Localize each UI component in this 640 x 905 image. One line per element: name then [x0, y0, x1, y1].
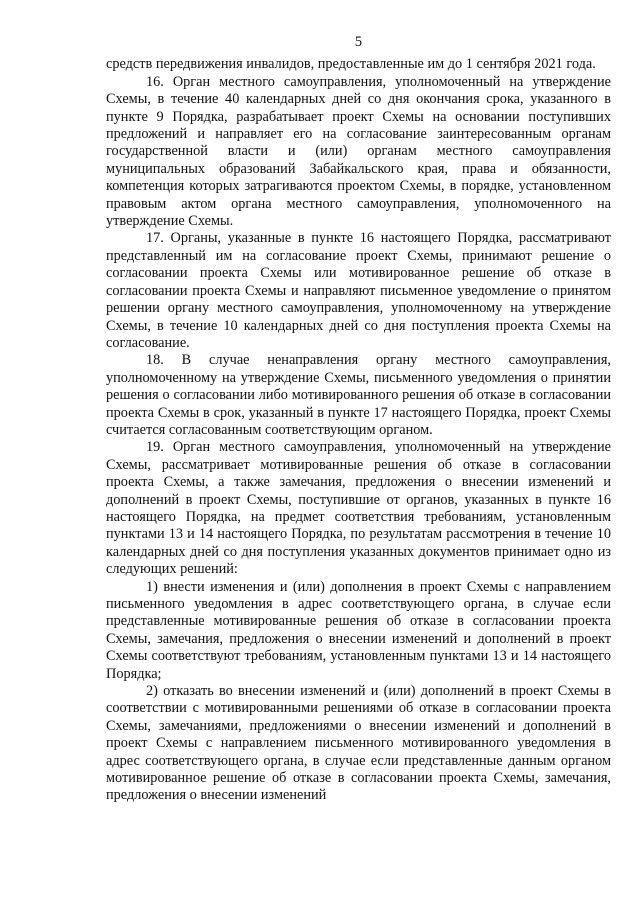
paragraph-18: 18. В случае ненаправления органу местного самоуправления, уполномоченному на утверждение Схемы, письменного уведомления о принятии решения о согласовании либо мотивированного решения об отказе в согласовании проекта Схемы в срок, указанный в пункте 17 настоящего Порядка, проект Схемы считается согласованным соответствующим органом.	[106, 352, 611, 438]
paragraph-16: 16. Орган местного самоуправления, уполномоченный на утверждение Схемы, в течение 40 календарных дней со дня окончания срока, указанного в пункте 9 Порядка, разрабатывает проект Схемы на основании поступивших предложений и направляет его на согласование заинтересованным органам государственной власти и (или) органам местного самоуправления муниципальных образований Забайкальского края, права и обязанности, компетенция которых затрагиваются проектом Схемы, в порядке, установленном правовым актом органа местного самоуправления, уполномоченного на утверждение Схемы.	[106, 73, 611, 230]
paragraph-continuation: средств передвижения инвалидов, предоставленные им до 1 сентября 2021 года.	[106, 56, 596, 73]
paragraph-19: 19. Орган местного самоуправления, уполномоченный на утверждение Схемы, рассматривает мотивированные решения об отказе в согласовании проекта Схемы, а также замечания, предложения о внесении изменений и дополнений в проект Схемы, поступившие от органов, указанных в пункте 16 настоящего Порядка, на предмет соответствия требованиям, установленным пунктами 13 и 14 настоящего Порядка, по результатам рассмотрения в течение 10 календарных дней со дня поступления указанных документов принимает одно из следующих решений:	[106, 439, 611, 578]
page-number: 5	[354, 34, 363, 50]
document-page	[106, 34, 611, 805]
paragraph-17: 17. Органы, указанные в пункте 16 настоящего Порядка, рассматривают представленный им на согласование проект Схемы, принимают решение о согласовании проекта Схемы или мотивированное решение об отказе в согласовании проекта Схемы и направляют письменное уведомление о принятом решении органу местного самоуправления, уполномоченному на утверждение Схемы, в течение 10 календарных дней со дня поступления проекта Схемы на согласование.	[106, 230, 611, 351]
paragraph-19-item-2: 2) отказать во внесении изменений и (или) дополнений в проект Схемы в соответствии с мотивированными решениями об отказе в согласовании проекта Схемы, замечаниями, предложениями о внесении изменений и дополнений в проект Схемы с направлением письменного мотивированного уведомления в адрес соответствующего органа, в случае если представленные данным органом мотивированное решение об отказе в согласовании проекта Схемы, замечания, предложения о внесении изменений	[106, 683, 611, 804]
paragraph-19-item-1: 1) внести изменения и (или) дополнения в проект Схемы с направлением письменного уведомления в адрес соответствующего органа, в случае если представленные мотивированные решения об отказе в согласовании проекта Схемы, замечания, предложения о внесении изменений и дополнений в проект Схемы соответствуют требованиям, установленным пунктами 13 и 14 настоящего Порядка;	[106, 578, 611, 682]
